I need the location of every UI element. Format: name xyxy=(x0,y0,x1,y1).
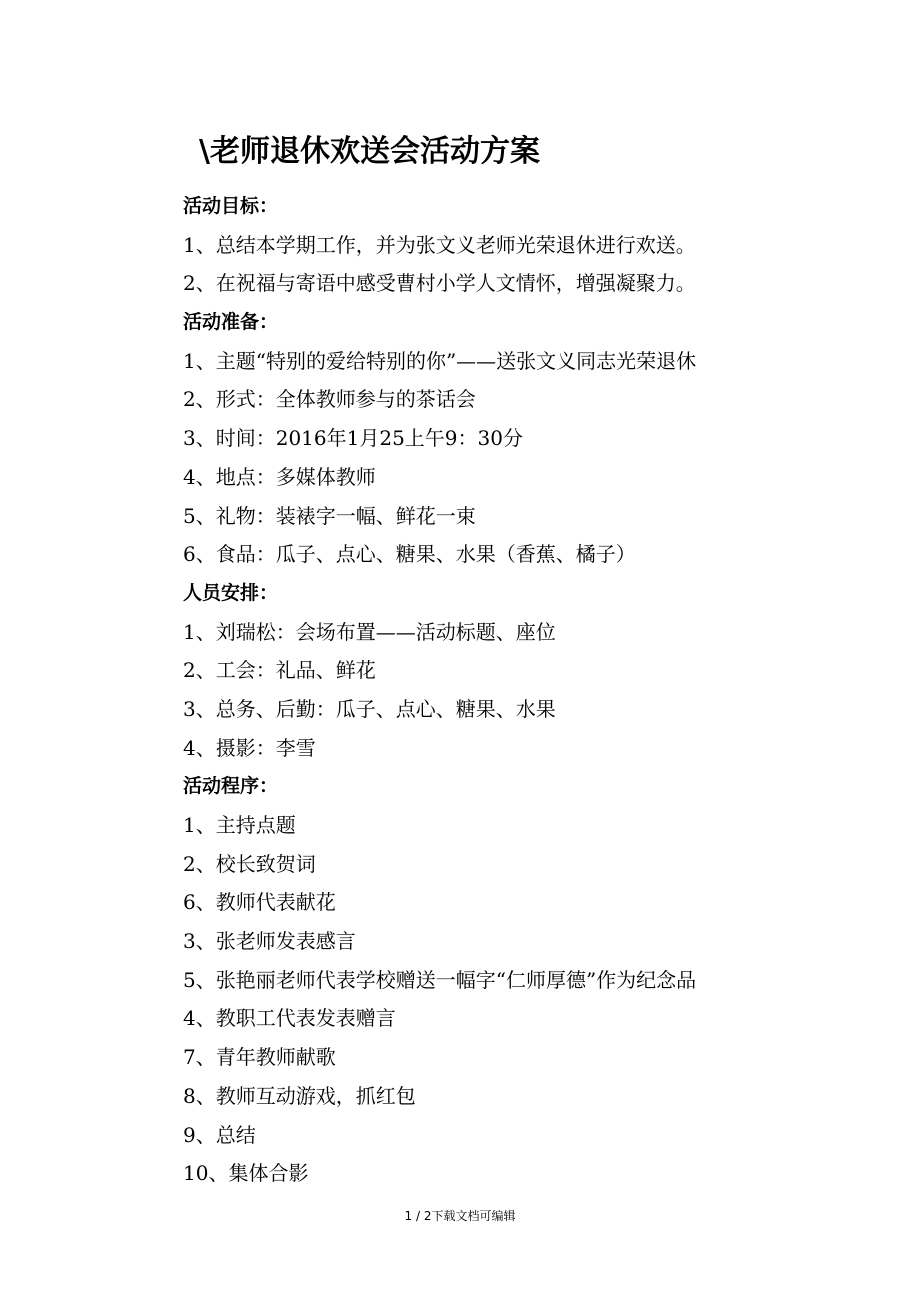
preparation-item: 5、礼物：装裱字一幅、鲜花一束 xyxy=(183,503,476,528)
preparation-item: 1、主题“特别的爱给特别的你”——送张文义同志光荣退休 xyxy=(183,348,697,373)
program-item: 8、教师互动游戏，抓红包 xyxy=(183,1083,416,1108)
staffing-item: 1、刘瑞松：会场布置——活动标题、座位 xyxy=(183,619,556,644)
program-item: 7、青年教师献歌 xyxy=(183,1045,336,1070)
document-body xyxy=(183,187,903,1193)
program-item: 6、教师代表献花 xyxy=(183,890,336,915)
program-heading: 活动程序： xyxy=(183,775,279,798)
staffing-heading: 人员安排： xyxy=(183,581,279,604)
preparation-item: 4、地点：多媒体教师 xyxy=(183,464,376,489)
page-footer: 1 / 2下载文档可编辑 xyxy=(404,1209,516,1223)
program-item: 3、张老师发表感言 xyxy=(183,929,356,954)
program-item: 5、张艳丽老师代表学校赠送一幅字“仁师厚德”作为纪念品 xyxy=(183,967,697,992)
preparation-item: 2、形式：全体教师参与的茶话会 xyxy=(183,387,476,412)
document-title: \老师退休欢送会活动方案 xyxy=(199,134,540,169)
staffing-item: 3、总务、后勤：瓜子、点心、糖果、水果 xyxy=(183,696,556,721)
program-item: 1、主持点题 xyxy=(183,813,296,837)
goals-item: 1、总结本学期工作，并为张文义老师光荣退休进行欢送。 xyxy=(183,232,696,257)
program-item: 10、集体合影 xyxy=(183,1161,309,1186)
program-item: 4、教职工代表发表赠言 xyxy=(183,1006,396,1031)
preparation-item: 3、时间：2016年1月25上午9：30分 xyxy=(183,426,523,451)
staffing-item: 2、工会：礼品、鲜花 xyxy=(183,658,376,683)
preparation-item: 6、食品：瓜子、点心、糖果、水果（香蕉、橘子） xyxy=(183,542,636,567)
preparation-heading: 活动准备： xyxy=(183,311,279,334)
program-item: 2、校长致贺词 xyxy=(183,851,316,876)
goals-heading: 活动目标： xyxy=(183,195,279,217)
goals-item: 2、在祝福与寄语中感受曹村小学人文情怀，增强凝聚力。 xyxy=(183,271,696,296)
program-item: 9、总结 xyxy=(183,1122,256,1147)
staffing-item: 4、摄影：李雪 xyxy=(183,735,316,760)
